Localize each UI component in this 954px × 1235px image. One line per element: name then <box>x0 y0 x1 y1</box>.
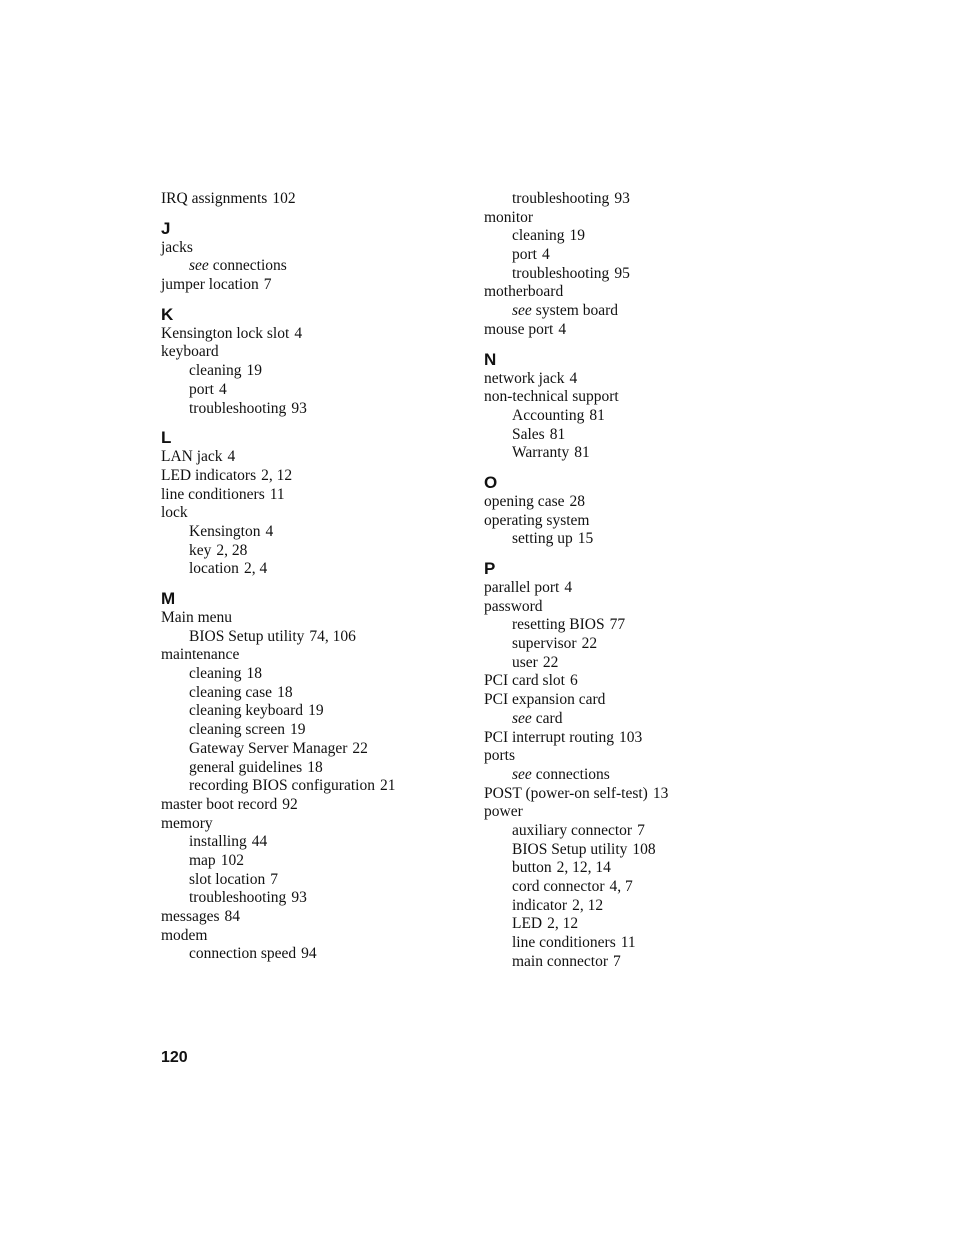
index-subentry <box>484 897 784 916</box>
entry-term: line conditioners <box>512 934 616 952</box>
index-entry <box>161 467 461 486</box>
entry-term: connections <box>212 257 287 275</box>
index-subentry <box>484 246 784 265</box>
entry-term: installing <box>189 833 247 851</box>
entry-page-numbers: 15 <box>577 530 594 548</box>
index-subentry <box>161 702 461 721</box>
index-letter-heading: N <box>484 349 497 369</box>
entry-page-numbers: 4 <box>558 320 567 338</box>
index-entry <box>484 598 784 617</box>
index-column-right <box>484 190 784 971</box>
index-entry <box>161 927 461 946</box>
entry-term: user <box>512 653 538 671</box>
entry-term: slot location <box>189 870 266 888</box>
index-subentry <box>161 833 461 852</box>
entry-term: keyboard <box>161 343 219 361</box>
entry-page-numbers: 4 <box>541 246 550 264</box>
entry-term: BIOS Setup utility <box>512 840 628 858</box>
entry-page-numbers: 19 <box>246 362 263 380</box>
entry-term: modem <box>161 926 208 944</box>
see-reference: see <box>189 257 209 275</box>
index-subentry <box>484 766 784 785</box>
index-entry <box>484 579 784 598</box>
index-entry <box>161 239 461 258</box>
index-entry <box>161 646 461 665</box>
entry-term: troubleshooting <box>512 264 610 282</box>
entry-term: LED indicators <box>161 466 257 484</box>
entry-term: cleaning screen <box>189 721 285 739</box>
index-subentry <box>484 915 784 934</box>
entry-term: recording BIOS configuration <box>189 777 375 795</box>
entry-page-numbers: 7 <box>263 276 272 294</box>
entry-page-numbers: 103 <box>619 728 643 746</box>
index-subentry <box>484 878 784 897</box>
index-subentry <box>161 684 461 703</box>
entry-page-numbers: 93 <box>291 399 307 417</box>
index-entry <box>161 276 461 295</box>
index-subentry <box>161 400 461 419</box>
index-subentry <box>161 740 461 759</box>
entry-page-numbers: 18 <box>246 665 263 683</box>
see-reference: see <box>512 302 532 320</box>
entry-page-numbers: 92 <box>282 795 298 813</box>
index-subentry <box>484 265 784 284</box>
entry-page-numbers: 84 <box>224 908 241 925</box>
entry-page-numbers: 22 <box>352 739 368 757</box>
entry-term: troubleshooting <box>189 399 287 417</box>
entry-page-numbers: 6 <box>569 672 578 690</box>
entry-term: cord connector <box>512 878 605 895</box>
entry-term: cleaning keyboard <box>189 702 304 720</box>
entry-term: indicator <box>512 896 568 914</box>
index-letter-heading: P <box>484 559 496 578</box>
entry-page-numbers: 102 <box>272 190 296 207</box>
entry-page-numbers: 4 <box>218 380 227 398</box>
entry-term: setting up <box>512 530 573 548</box>
entry-term: ports <box>484 747 515 765</box>
entry-term: motherboard <box>484 283 564 301</box>
entry-term: PCI card slot <box>484 672 565 690</box>
entry-page-numbers: 7 <box>270 870 278 888</box>
see-reference: see <box>512 709 532 727</box>
entry-page-numbers: 19 <box>289 721 306 739</box>
entry-page-numbers: 18 <box>307 758 323 776</box>
index-entry <box>161 908 461 927</box>
entry-page-numbers: 4, 7 <box>609 878 633 895</box>
index-subentry <box>484 190 784 209</box>
entry-term: cleaning <box>512 227 565 245</box>
index-subentry <box>484 530 784 549</box>
entry-term: supervisor <box>512 635 577 653</box>
index-letter-heading: M <box>161 589 176 608</box>
entry-term: resetting BIOS <box>512 616 605 634</box>
entry-term: LED <box>512 915 543 933</box>
entry-page-numbers: 102 <box>220 851 244 869</box>
index-subentry <box>161 628 461 647</box>
index-subentry <box>484 841 784 860</box>
entry-page-numbers: 13 <box>652 784 669 802</box>
index-entry <box>484 209 784 228</box>
index-subentry <box>161 945 461 964</box>
index-subentry <box>484 426 784 445</box>
entry-page-numbers: 11 <box>269 485 285 503</box>
entry-page-numbers: 81 <box>574 444 590 462</box>
index-subentry <box>161 889 461 908</box>
index-letter-heading: K <box>161 304 174 324</box>
entry-page-numbers: 4 <box>227 448 236 466</box>
index-subentry <box>484 859 784 878</box>
index-subentry <box>161 257 461 276</box>
index-entry <box>484 388 784 407</box>
entry-page-numbers: 77 <box>609 616 626 634</box>
index-entry <box>161 609 461 628</box>
entry-page-numbers: 94 <box>301 945 317 963</box>
entry-term: Accounting <box>512 406 585 424</box>
entry-term: Kensington lock slot <box>161 324 290 342</box>
entry-term: messages <box>161 908 220 925</box>
entry-term: auxiliary connector <box>512 821 633 839</box>
entry-term: jacks <box>161 238 193 256</box>
index-subentry <box>161 542 461 561</box>
entry-page-numbers: 93 <box>291 889 307 907</box>
entry-page-numbers: 28 <box>569 492 585 510</box>
entry-term: master boot record <box>161 795 278 813</box>
entry-term: lock <box>161 504 188 522</box>
index-subentry <box>161 381 461 400</box>
entry-term: troubleshooting <box>189 889 287 907</box>
entry-term: POST (power-on self-test) <box>484 784 648 802</box>
index-column-left <box>161 190 461 964</box>
index-letter-heading: O <box>484 472 498 492</box>
index-subentry <box>161 560 461 579</box>
entry-term: LAN jack <box>161 448 223 466</box>
entry-page-numbers: 2, 12, 14 <box>556 859 611 877</box>
index-subentry <box>484 616 784 635</box>
entry-page-numbers: 4 <box>265 522 274 540</box>
entry-term: Main menu <box>161 609 233 626</box>
index-subentry <box>484 635 784 654</box>
index-entry <box>161 343 461 362</box>
entry-term: password <box>484 597 543 615</box>
entry-term: button <box>512 859 552 877</box>
index-entry <box>161 448 461 467</box>
entry-term: memory <box>161 814 213 832</box>
entry-term: cleaning <box>189 362 242 380</box>
index-subentry <box>161 665 461 684</box>
index-entry <box>161 504 461 523</box>
entry-term: Gateway Server Manager <box>189 739 348 757</box>
see-reference: see <box>512 765 532 783</box>
entry-page-numbers: 2, 12 <box>547 915 579 933</box>
entry-term: key <box>189 541 212 559</box>
index-subentry <box>161 362 461 381</box>
index-entry <box>484 729 784 748</box>
entry-page-numbers: 81 <box>589 406 605 424</box>
index-subentry <box>484 710 784 729</box>
entry-term: Kensington <box>189 522 261 540</box>
entry-term: non-technical support <box>484 388 619 406</box>
entry-page-numbers: 2, 12 <box>572 896 604 914</box>
entry-page-numbers: 18 <box>277 683 293 701</box>
entry-page-numbers: 2, 28 <box>216 541 248 559</box>
index-entry <box>484 283 784 302</box>
entry-page-numbers: 108 <box>632 840 656 858</box>
index-subentry <box>161 777 461 796</box>
entry-page-numbers: 4 <box>564 579 573 596</box>
entry-page-numbers: 21 <box>379 777 396 795</box>
entry-page-numbers: 22 <box>581 635 598 653</box>
index-entry <box>161 796 461 815</box>
index-entry <box>161 815 461 834</box>
entry-term: jumper location <box>161 276 259 294</box>
entry-term: Warranty <box>512 444 570 462</box>
index-entry <box>484 370 784 389</box>
entry-page-numbers: 11 <box>620 934 636 952</box>
entry-term: BIOS Setup utility <box>189 627 305 645</box>
entry-page-numbers: 7 <box>637 821 645 839</box>
entry-page-numbers: 2, 4 <box>243 560 268 578</box>
index-subentry <box>484 407 784 426</box>
entry-page-numbers: 7 <box>612 952 621 970</box>
index-entry <box>484 672 784 691</box>
index-entry <box>161 486 461 505</box>
entry-term: connections <box>535 765 610 783</box>
entry-term: port <box>512 246 537 264</box>
index-entry <box>484 747 784 766</box>
entry-page-numbers: 19 <box>569 227 586 245</box>
entry-term: main connector <box>512 952 608 970</box>
entry-term: mouse port <box>484 320 554 338</box>
entry-term: operating system <box>484 511 590 529</box>
entry-term: network jack <box>484 369 565 387</box>
entry-term: monitor <box>484 208 534 226</box>
entry-term: port <box>189 380 214 398</box>
entry-page-numbers: 4 <box>294 324 303 342</box>
index-entry <box>161 190 461 209</box>
entry-term: general guidelines <box>189 758 303 776</box>
index-letter-heading: J <box>161 218 171 238</box>
entry-term: Sales <box>512 425 545 443</box>
entry-page-numbers: 4 <box>569 369 578 387</box>
entry-page-numbers: 74, 106 <box>309 627 356 645</box>
index-letter-heading: L <box>161 428 172 448</box>
entry-term: opening case <box>484 492 565 510</box>
entry-term: system board <box>535 302 619 320</box>
index-subentry <box>161 759 461 778</box>
entry-term: power <box>484 803 523 821</box>
entry-page-numbers: 93 <box>614 190 630 207</box>
entry-page-numbers: 19 <box>308 702 324 720</box>
entry-term: connection speed <box>189 945 297 963</box>
index-entry <box>161 325 461 344</box>
entry-page-numbers: 81 <box>549 425 566 443</box>
entry-term: IRQ assignments <box>161 190 268 207</box>
index-subentry <box>484 444 784 463</box>
index-subentry <box>484 227 784 246</box>
index-subentry <box>484 654 784 673</box>
entry-term: PCI interrupt routing <box>484 728 615 746</box>
index-subentry <box>484 822 784 841</box>
index-entry <box>484 321 784 340</box>
page-number: 120 <box>161 1049 188 1066</box>
index-subentry <box>484 302 784 321</box>
index-entry <box>484 493 784 512</box>
entry-term: cleaning case <box>189 683 273 701</box>
entry-term: maintenance <box>161 646 240 664</box>
index-subentry <box>161 523 461 542</box>
index-entry <box>484 785 784 804</box>
entry-term: troubleshooting <box>512 190 610 207</box>
entry-page-numbers: 2, 12 <box>261 466 293 484</box>
index-entry <box>484 803 784 822</box>
index-entry <box>484 691 784 710</box>
entry-term: location <box>189 560 239 578</box>
entry-term: map <box>189 851 216 869</box>
entry-term: card <box>535 709 563 727</box>
index-subentry <box>161 852 461 871</box>
index-entry <box>484 512 784 531</box>
index-subentry <box>484 953 784 972</box>
index-subentry <box>161 721 461 740</box>
entry-term: parallel port <box>484 579 560 596</box>
index-subentry <box>484 934 784 953</box>
entry-term: PCI expansion card <box>484 691 606 709</box>
entry-page-numbers: 44 <box>251 833 268 851</box>
entry-page-numbers: 22 <box>542 653 559 671</box>
entry-term: line conditioners <box>161 485 265 503</box>
index-subentry <box>161 871 461 890</box>
entry-term: cleaning <box>189 665 242 683</box>
entry-page-numbers: 95 <box>614 264 630 282</box>
